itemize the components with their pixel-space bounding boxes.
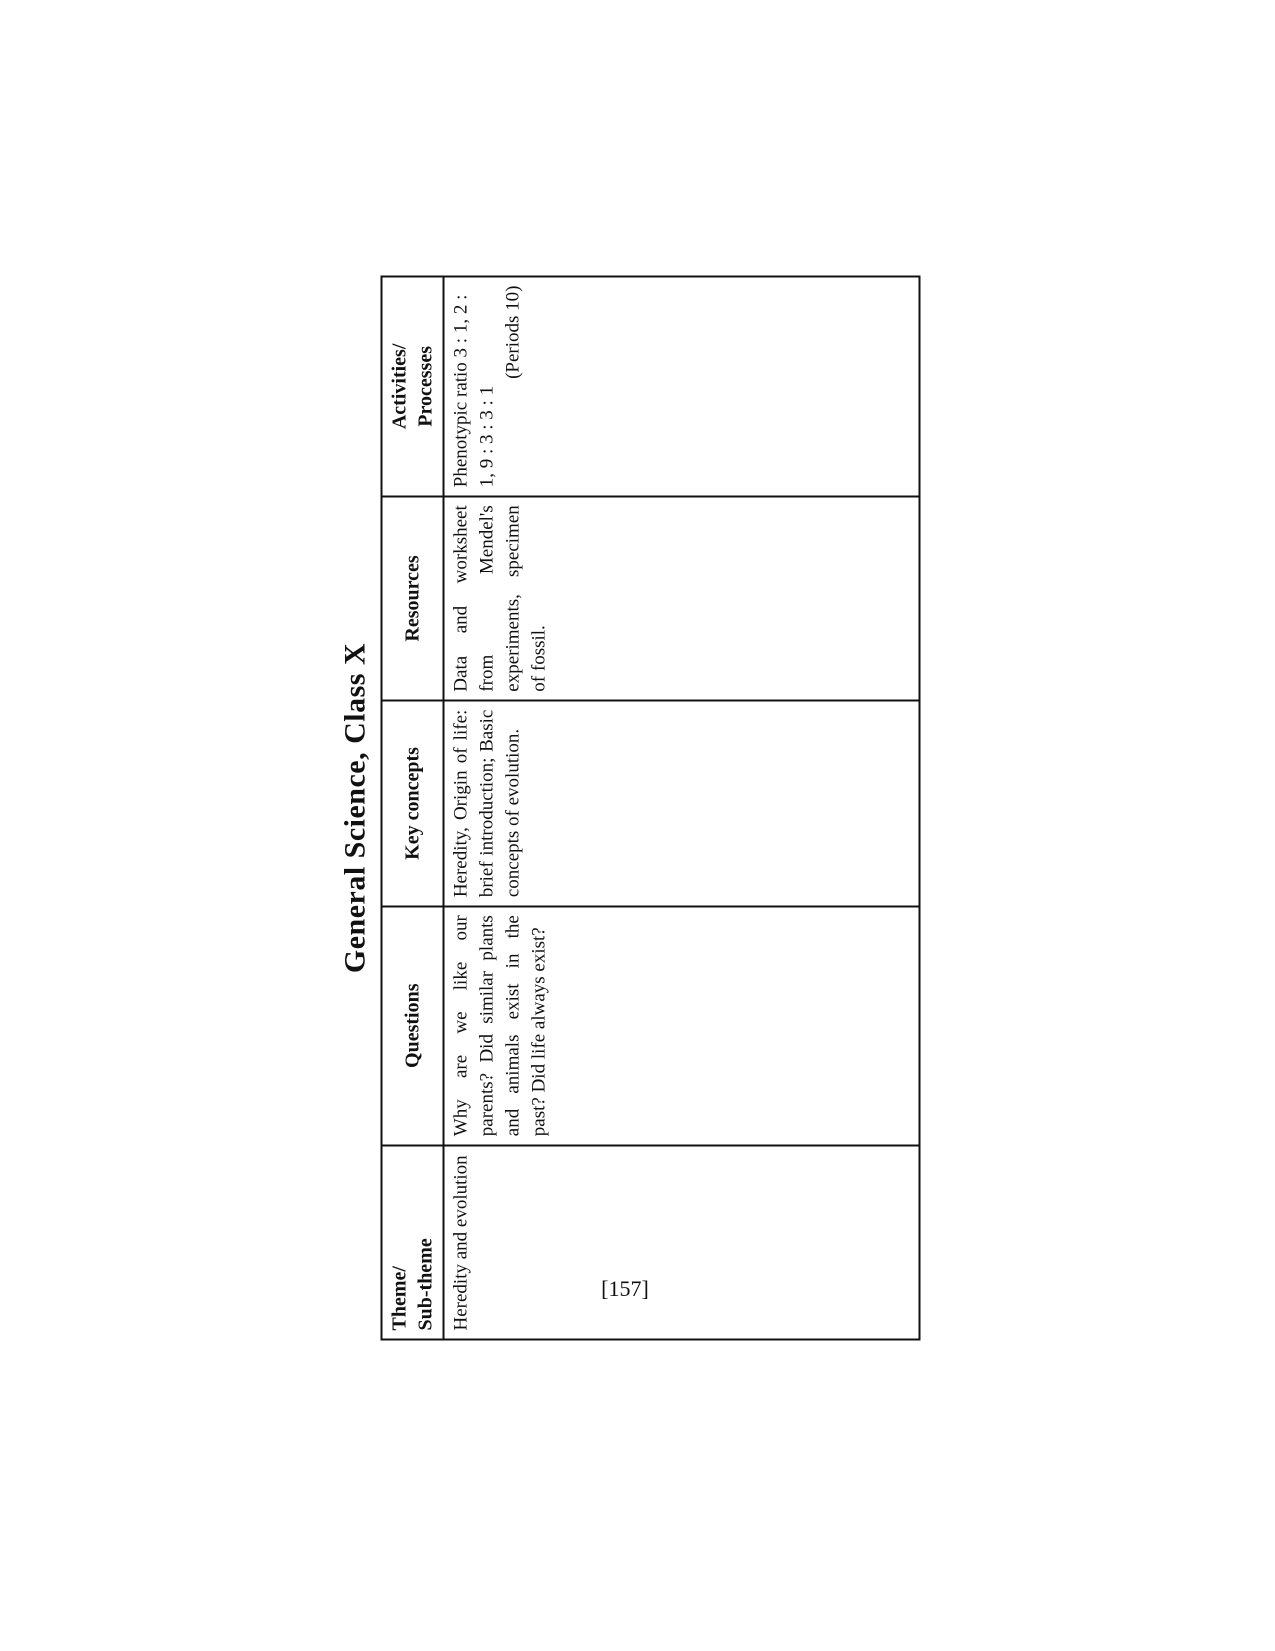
table-row [443,276,919,1339]
header-resources: Resources [381,496,443,700]
cell-theme [443,1145,919,1339]
rotated-page-content [330,275,920,1340]
header-theme: Theme/ Sub-theme [381,1145,443,1339]
cell-activities [443,276,919,496]
header-activities: Activities/ Processes [381,276,443,496]
questions-text: Why are we like our parents? Did similar plants and animals exist in the past? Did life always exist? [450,914,549,1136]
resources-text: Data and worksheet from Mendel's experiments, specimen of fossil. [450,504,549,692]
header-questions: Questions [381,906,443,1145]
cell-key-concepts [443,700,919,905]
page-number: [157] [601,1276,649,1301]
syllabus-table [380,275,920,1340]
header-key-concepts: Key concepts [381,700,443,905]
table-header-row [381,276,443,1339]
periods-text: (Periods 10) [502,285,523,379]
key-concepts-text: Heredity, Origin of life: brief introduction; Basic concepts of evolution. [450,709,523,897]
cell-questions [443,906,919,1145]
theme-text: Heredity and evolution [450,1154,471,1330]
cell-resources [443,496,919,700]
page-title: General Science, Class X [338,642,371,973]
activities-text: Phenotypic ratio 3 : 1, 2 : 1, 9 : 3 : 3 : 1 [450,294,497,487]
